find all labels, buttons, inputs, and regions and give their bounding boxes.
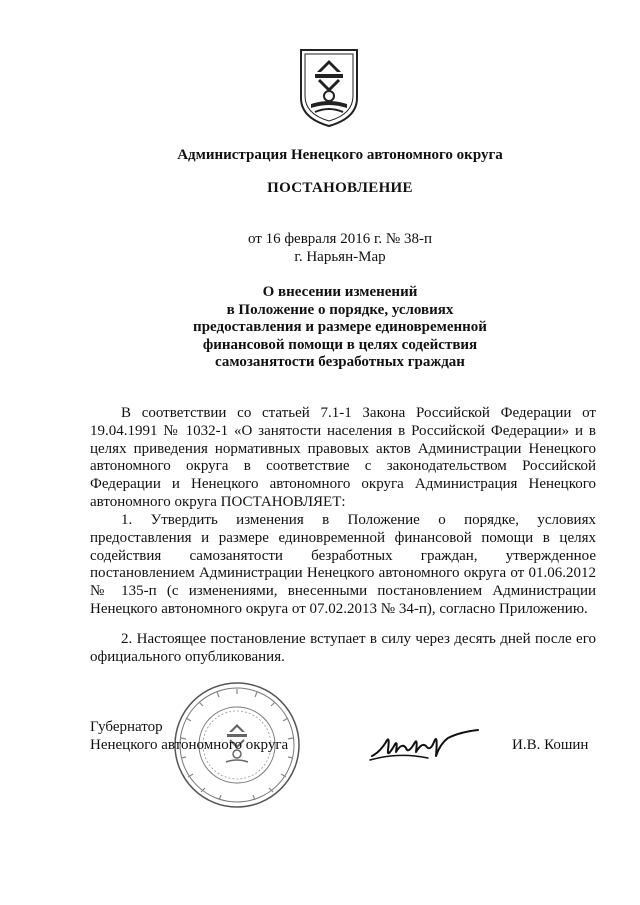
subject-line: предоставления и размере единовременной: [193, 319, 487, 335]
signatory-name: И.В. Кошин: [512, 737, 589, 753]
body-paragraph-preamble: В соответствии со статьей 7.1-1 Закона Российской Федерации от 19.04.1991 № 1032-1 «О занятости населения в Российской Федерации» и в целях приведения нормативных правовых актов Администрации Ненецкого автономного округа в соответствие с законодательством Российской Федерации и Ненецкого автономного округа Администрация Ненецкого автономного округа ПОСТАНОВЛЯЕТ:: [90, 405, 596, 510]
document-date-number: от 16 февраля 2016 г. № 38-п: [247, 231, 433, 247]
signatory-title: [90, 719, 288, 755]
body-paragraph-item-2: 2. Настоящее постановление вступает в силу через десять дней после его официального опубликования.: [90, 631, 596, 665]
document-city: г. Нарьян-Мар: [294, 249, 386, 265]
document-subject: [80, 284, 600, 372]
subject-line: финансовой помощи в целях содействия: [202, 336, 478, 353]
organization-name: Администрация Ненецкого автономного округа: [177, 147, 503, 163]
signatory-title-line: Губернатор: [90, 719, 163, 735]
subject-line: самозанятости безработных граждан: [215, 354, 465, 370]
handwritten-signature-icon: [368, 722, 483, 766]
signatory-title-line: Ненецкого автономного округа: [90, 736, 289, 753]
coat-of-arms-icon: [297, 46, 361, 130]
body-paragraph-item-1: 1. Утвердить изменения в Положение о порядке, условиях предоставления и размере единовременной финансовой помощи в целях содействия самозанятости безработных граждан, утвержденное постановлением Администрации Ненецкого автономного округа от 01.06.2012 № 135-п (с изменениями, внесенными постановлением Администрации Ненецкого автономного округа от 07.02.2013 № 34-п), согласно Приложению.: [90, 512, 596, 617]
subject-line: в Положение о порядке, условиях: [226, 301, 454, 318]
subject-line: О внесении изменений: [262, 284, 418, 300]
document-type: ПОСТАНОВЛЕНИЕ: [267, 180, 413, 196]
